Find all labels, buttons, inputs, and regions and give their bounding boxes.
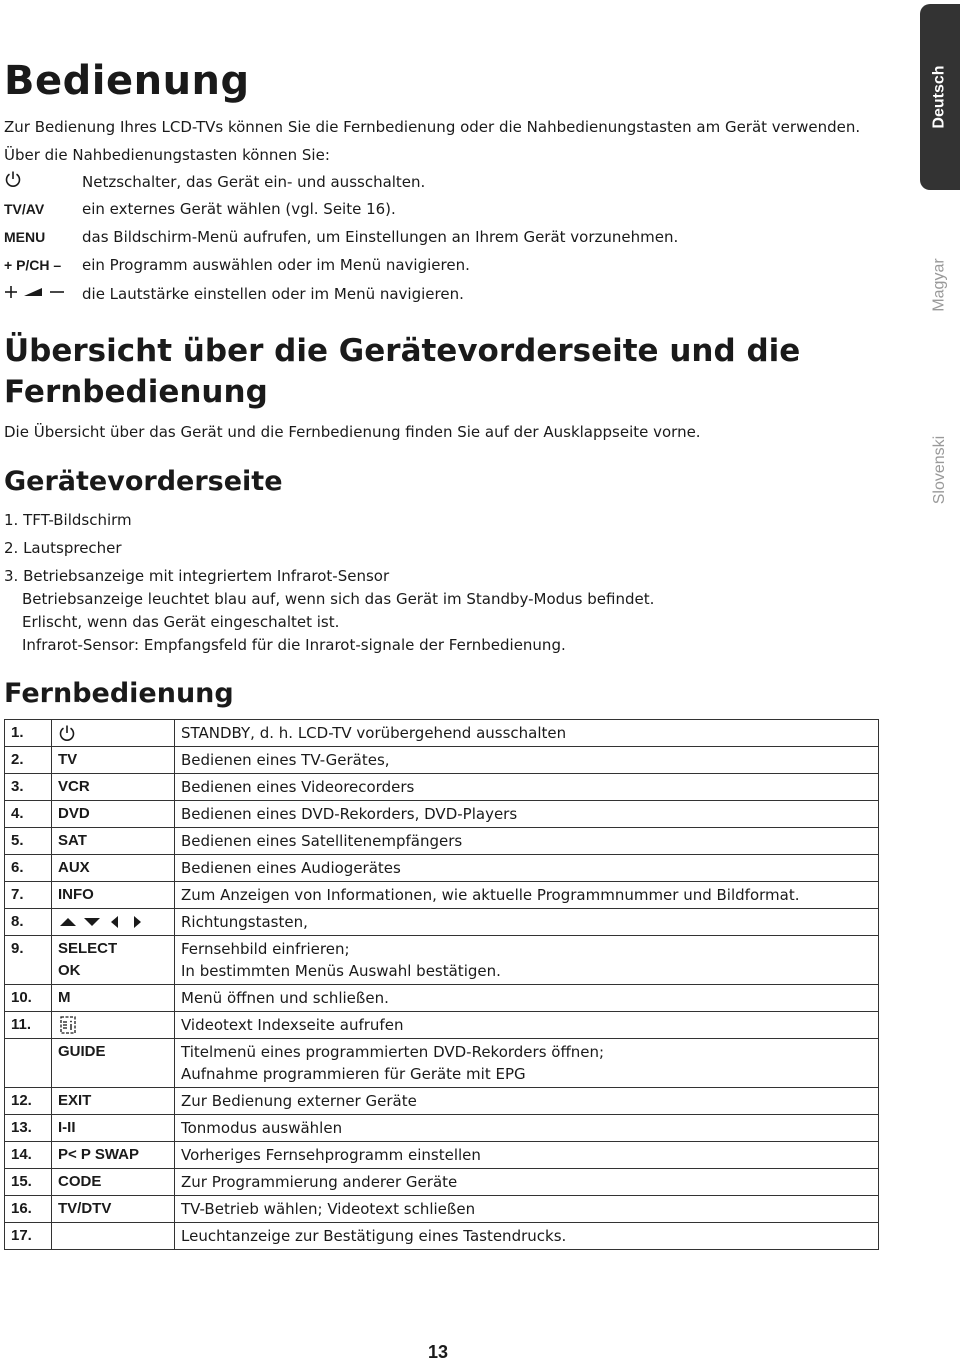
control-key-pch: + P/CH – — [4, 257, 62, 273]
row-number: 7. — [5, 882, 52, 909]
table-row — [5, 1012, 879, 1039]
control-key-menu: MENU — [4, 229, 46, 245]
power-icon — [52, 720, 175, 747]
table-row — [5, 1115, 879, 1142]
list-item: 2. Lautsprecher — [4, 539, 122, 557]
tab-slovenski[interactable] — [920, 395, 960, 545]
tab-deutsch[interactable] — [920, 4, 960, 190]
row-description: Bedienen eines Audiogerätes — [175, 855, 879, 882]
row-key: EXIT — [52, 1088, 175, 1115]
table-row — [5, 1169, 879, 1196]
row-description-line1: Titelmenü eines programmierten DVD-Rekorders öffnen; — [181, 1043, 605, 1061]
control-desc-volume: die Lautstärke einstellen oder im Menü navigieren. — [82, 285, 464, 303]
row-description: Zur Programmierung anderer Geräte — [175, 1169, 879, 1196]
heading-geraetevorderseite: Gerätevorderseite — [4, 466, 283, 497]
row-description: Bedienen eines TV-Gerätes, — [175, 747, 879, 774]
teletext-index-icon — [52, 1012, 175, 1039]
row-description: Richtungstasten, — [175, 909, 879, 936]
heading-bedienung: Bedienung — [4, 58, 250, 104]
row-number: 14. — [5, 1142, 52, 1169]
row-number: 11. — [5, 1012, 52, 1039]
row-number: 1. — [5, 720, 52, 747]
row-description: Bedienen eines DVD-Rekorders, DVD-Players — [175, 801, 879, 828]
row-key: DVD — [52, 801, 175, 828]
tab-deutsch-label: Deutsch — [931, 65, 948, 129]
uebersicht-text: Die Übersicht über das Gerät und die Fernbedienung finden Sie auf der Ausklappseite vorne. — [4, 423, 701, 441]
table-row — [5, 1039, 879, 1088]
row-number: 16. — [5, 1196, 52, 1223]
row-description: Menü öffnen und schließen. — [175, 985, 879, 1012]
row-number — [5, 1039, 52, 1088]
table-row — [5, 882, 879, 909]
list-subtext: Erlischt, wenn das Gerät eingeschaltet ist. — [22, 613, 340, 631]
control-desc-power: Netzschalter, das Gerät ein- und ausschalten. — [82, 173, 426, 191]
row-key-line1: SELECT — [58, 940, 118, 957]
table-row — [5, 936, 879, 985]
row-description: STANDBY, d. h. LCD-TV vorübergehend ausschalten — [175, 720, 879, 747]
table-row — [5, 909, 879, 936]
list-subtext: Betriebsanzeige leuchtet blau auf, wenn sich das Gerät im Standby-Modus befindet. — [22, 590, 655, 608]
row-description: Tonmodus auswählen — [175, 1115, 879, 1142]
table-row — [5, 1088, 879, 1115]
table-row — [5, 855, 879, 882]
row-description: Zum Anzeigen von Informationen, wie aktuelle Programmnummer und Bildformat. — [175, 882, 879, 909]
tab-slovenski-label: Slovenski — [931, 435, 949, 505]
row-number: 6. — [5, 855, 52, 882]
table-row — [5, 747, 879, 774]
row-number: 10. — [5, 985, 52, 1012]
row-description — [175, 1039, 879, 1088]
row-description: Vorheriges Fernsehprogramm einstellen — [175, 1142, 879, 1169]
table-row — [5, 828, 879, 855]
power-icon — [4, 170, 22, 188]
row-description-line1: Fernsehbild einfrieren; — [181, 940, 350, 958]
table-row — [5, 1223, 879, 1250]
volume-icon — [4, 283, 66, 301]
control-desc-tvav: ein externes Gerät wählen (vgl. Seite 16). — [82, 200, 396, 218]
row-key: VCR — [52, 774, 175, 801]
row-key: INFO — [52, 882, 175, 909]
row-key-line2: OK — [58, 962, 81, 979]
row-number: 13. — [5, 1115, 52, 1142]
row-description: Bedienen eines Videorecorders — [175, 774, 879, 801]
page-number: 13 — [428, 1342, 449, 1362]
row-description: Bedienen eines Satellitenempfängers — [175, 828, 879, 855]
heading-uebersicht — [4, 331, 800, 413]
row-number: 8. — [5, 909, 52, 936]
row-key: AUX — [52, 855, 175, 882]
row-key: P< P SWAP — [52, 1142, 175, 1169]
heading-fernbedienung: Fernbedienung — [4, 678, 234, 709]
remote-table — [4, 719, 879, 1250]
list-item: 1. TFT-Bildschirm — [4, 511, 132, 529]
row-key: CODE — [52, 1169, 175, 1196]
row-key: GUIDE — [52, 1039, 175, 1088]
intro-text: Zur Bedienung Ihres LCD-TVs können Sie die Fernbedienung oder die Nahbedienungstasten am Gerät verwenden. — [4, 118, 861, 136]
row-number: 3. — [5, 774, 52, 801]
row-key: TV/DTV — [52, 1196, 175, 1223]
heading-uebersicht-line1: Übersicht über die Gerätevorderseite und die — [4, 333, 801, 369]
tab-magyar[interactable] — [920, 210, 960, 360]
row-key: TV — [52, 747, 175, 774]
table-row — [5, 801, 879, 828]
row-description: Leuchtanzeige zur Bestätigung eines Tastendrucks. — [175, 1223, 879, 1250]
row-key — [52, 1223, 175, 1250]
row-description — [175, 936, 879, 985]
row-description-line2: In bestimmten Menüs Auswahl bestätigen. — [181, 962, 501, 980]
heading-uebersicht-line2: Fernbedienung — [4, 374, 268, 410]
row-number: 15. — [5, 1169, 52, 1196]
row-description-line2: Aufnahme programmieren für Geräte mit EPG — [181, 1065, 526, 1083]
row-key: I-II — [52, 1115, 175, 1142]
control-desc-pch: ein Programm auswählen oder im Menü navigieren. — [82, 256, 470, 274]
control-key-tvav: TV/AV — [4, 201, 45, 217]
list-item: 3. Betriebsanzeige mit integriertem Infrarot-Sensor — [4, 567, 390, 585]
row-number: 9. — [5, 936, 52, 985]
arrow-keys-icon — [52, 909, 175, 936]
list-subtext: Infrarot-Sensor: Empfangsfeld für die Inrarot-signale der Fernbedienung. — [22, 636, 566, 654]
table-row — [5, 1142, 879, 1169]
control-desc-menu: das Bildschirm-Menü aufrufen, um Einstellungen an Ihrem Gerät vorzunehmen. — [82, 228, 679, 246]
row-number: 5. — [5, 828, 52, 855]
table-row — [5, 1196, 879, 1223]
row-number: 2. — [5, 747, 52, 774]
row-number: 12. — [5, 1088, 52, 1115]
lead-text: Über die Nahbedienungstasten können Sie: — [4, 146, 330, 164]
row-key: SAT — [52, 828, 175, 855]
row-key — [52, 936, 175, 985]
row-description: Videotext Indexseite aufrufen — [175, 1012, 879, 1039]
row-number: 4. — [5, 801, 52, 828]
row-description: TV-Betrieb wählen; Videotext schließen — [175, 1196, 879, 1223]
tab-magyar-label: Magyar — [931, 258, 949, 312]
row-key: M — [52, 985, 175, 1012]
table-row — [5, 720, 879, 747]
row-description: Zur Bedienung externer Geräte — [175, 1088, 879, 1115]
row-number: 17. — [5, 1223, 52, 1250]
table-row — [5, 985, 879, 1012]
table-row — [5, 774, 879, 801]
